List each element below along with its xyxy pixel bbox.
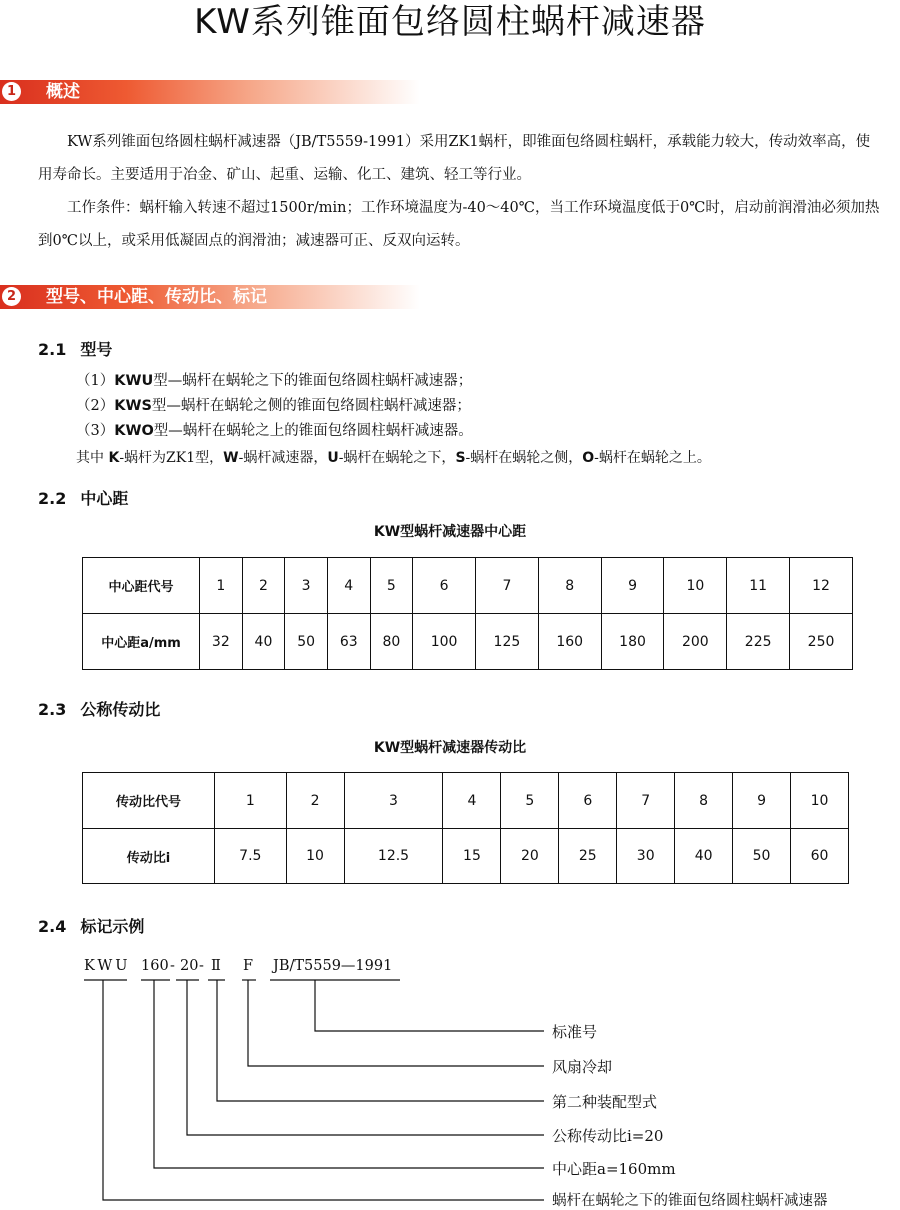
subsection-title: 标记示例 [80, 917, 145, 936]
item-prefix: （1） [76, 373, 115, 389]
code-cell: 6 [413, 558, 476, 614]
value-cell: 125 [476, 614, 539, 670]
leader-standard [315, 980, 544, 1031]
note-code: K [108, 450, 120, 466]
note-text: -蜗杆为ZK1型， [119, 450, 224, 466]
marking-separator: - [170, 958, 175, 974]
subsection-number: 2.3 [38, 700, 67, 719]
code-cell: 10 [791, 773, 849, 829]
code-cell: 2 [242, 558, 285, 614]
row-header: 中心距代号 [83, 558, 200, 614]
marking-type-code: KWU [84, 958, 131, 974]
item-prefix: （2） [76, 398, 115, 414]
section-title: 概述 [46, 82, 80, 102]
note-text: -蜗杆减速器， [238, 450, 328, 466]
marking-center-code: 160 [141, 958, 169, 974]
value-cell: 200 [664, 614, 727, 670]
code-cell: 9 [733, 773, 791, 829]
value-cell: 50 [285, 614, 328, 670]
section-number: 2 [2, 287, 21, 306]
section-number: 1 [2, 82, 21, 101]
note-code: S [455, 450, 466, 466]
code-cell: 8 [538, 558, 601, 614]
overview-paragraph-2: 工作条件：蜗杆输入转速不超过1500r/min；工作环境温度为-40～40℃，当工作环境温度低于0℃时，启动前润滑油必须加热到0℃以上，或采用低凝固点的润滑油；减速器可正、反双向运转。 [38, 200, 880, 249]
marking-cooling-code: F [243, 958, 254, 974]
code-cell: 9 [601, 558, 664, 614]
item-text: 型—蜗杆在蜗轮之下的锥面包络圆柱蜗杆减速器； [153, 373, 473, 389]
note-code: O [582, 450, 595, 466]
item-text: 型—蜗杆在蜗轮之侧的锥面包络圆柱蜗杆减速器； [151, 398, 471, 414]
note-code: W [223, 450, 239, 466]
item-prefix: （3） [76, 423, 115, 439]
code-cell: 2 [286, 773, 344, 829]
code-cell: 10 [664, 558, 727, 614]
code-cell: 7 [476, 558, 539, 614]
model-code: KWO [114, 423, 154, 439]
code-cell: 5 [370, 558, 413, 614]
row-header: 传动比i [83, 829, 215, 884]
note-code: U [327, 450, 339, 466]
value-cell: 180 [601, 614, 664, 670]
marking-desc-ratio: 公称传动比i=20 [552, 1127, 664, 1145]
section-title: 型号、中心距、传动比、标记 [46, 287, 267, 307]
value-cell: 32 [200, 614, 243, 670]
marking-desc-center: 中心距a=160mm [552, 1160, 676, 1178]
value-cell: 225 [727, 614, 790, 670]
value-cell: 100 [413, 614, 476, 670]
note-text: -蜗杆在蜗轮之下， [338, 450, 456, 466]
note-text: -蜗杆在蜗轮之侧， [465, 450, 583, 466]
code-cell: 11 [727, 558, 790, 614]
leader-center [154, 980, 544, 1168]
marking-desc-standard: 标准号 [552, 1023, 598, 1041]
code-cell: 3 [344, 773, 443, 829]
value-cell: 160 [538, 614, 601, 670]
marking-standard-code: JB/T5559—1991 [273, 958, 393, 974]
value-cell: 20 [501, 829, 559, 884]
marking-desc-type: 蜗杆在蜗轮之下的锥面包络圆柱蜗杆减速器 [552, 1193, 828, 1209]
overview-paragraph-1: KW系列锥面包络圆柱蜗杆减速器（JB/T5559-1991）采用ZK1蜗杆，即锥面包络圆柱蜗杆，承载能力较大，传动效率高，使用寿命长。主要适用于冶金、矿山、起重、运输、化工、建筑、轻工等行业。 [38, 134, 871, 183]
ratio-table-caption: KW型蜗杆减速器传动比 [373, 740, 527, 756]
value-cell: 40 [242, 614, 285, 670]
value-cell: 80 [370, 614, 413, 670]
value-cell: 12.5 [344, 829, 443, 884]
row-header: 传动比代号 [83, 773, 215, 829]
code-cell: 5 [501, 773, 559, 829]
subsection-number: 2.4 [38, 917, 67, 936]
code-cell: 12 [790, 558, 853, 614]
subsection-number: 2.2 [38, 489, 67, 508]
value-cell: 50 [733, 829, 791, 884]
item-text: 型—蜗杆在蜗轮之上的锥面包络圆柱蜗杆减速器。 [153, 423, 473, 439]
marking-separator: - [199, 958, 204, 974]
note-lead: 其中 [76, 450, 109, 466]
leader-assembly [217, 980, 544, 1101]
page-title: KW系列锥面包络圆柱蜗杆减速器 [194, 2, 706, 42]
row-header: 中心距a/mm [83, 614, 200, 670]
marking-assembly-code: Ⅱ [211, 958, 221, 974]
value-cell: 63 [327, 614, 370, 670]
value-cell: 7.5 [215, 829, 287, 884]
value-cell: 250 [790, 614, 853, 670]
marking-desc-cooling: 风扇冷却 [552, 1058, 613, 1076]
code-cell: 4 [443, 773, 501, 829]
marking-ratio-code: 20 [180, 958, 199, 974]
code-cell: 8 [675, 773, 733, 829]
model-code: KWS [114, 398, 152, 414]
value-cell: 40 [675, 829, 733, 884]
leader-cooling [248, 980, 544, 1066]
value-cell: 10 [286, 829, 344, 884]
leader-ratio [187, 980, 544, 1135]
model-code: KWU [114, 373, 154, 389]
subsection-title: 中心距 [80, 489, 129, 508]
code-cell: 6 [559, 773, 617, 829]
code-cell: 7 [617, 773, 675, 829]
value-cell: 25 [559, 829, 617, 884]
note-text: -蜗杆在蜗轮之上。 [594, 450, 711, 466]
marking-desc-assembly: 第二种装配型式 [552, 1093, 658, 1111]
code-cell: 1 [215, 773, 287, 829]
leader-type [103, 980, 544, 1200]
subsection-number: 2.1 [38, 340, 67, 359]
center-distance-table-caption: KW型蜗杆减速器中心距 [373, 524, 527, 540]
subsection-title: 公称传动比 [80, 700, 161, 719]
value-cell: 30 [617, 829, 675, 884]
value-cell: 60 [791, 829, 849, 884]
code-cell: 4 [327, 558, 370, 614]
subsection-title: 型号 [80, 340, 113, 359]
value-cell: 15 [443, 829, 501, 884]
code-cell: 3 [285, 558, 328, 614]
code-cell: 1 [200, 558, 243, 614]
